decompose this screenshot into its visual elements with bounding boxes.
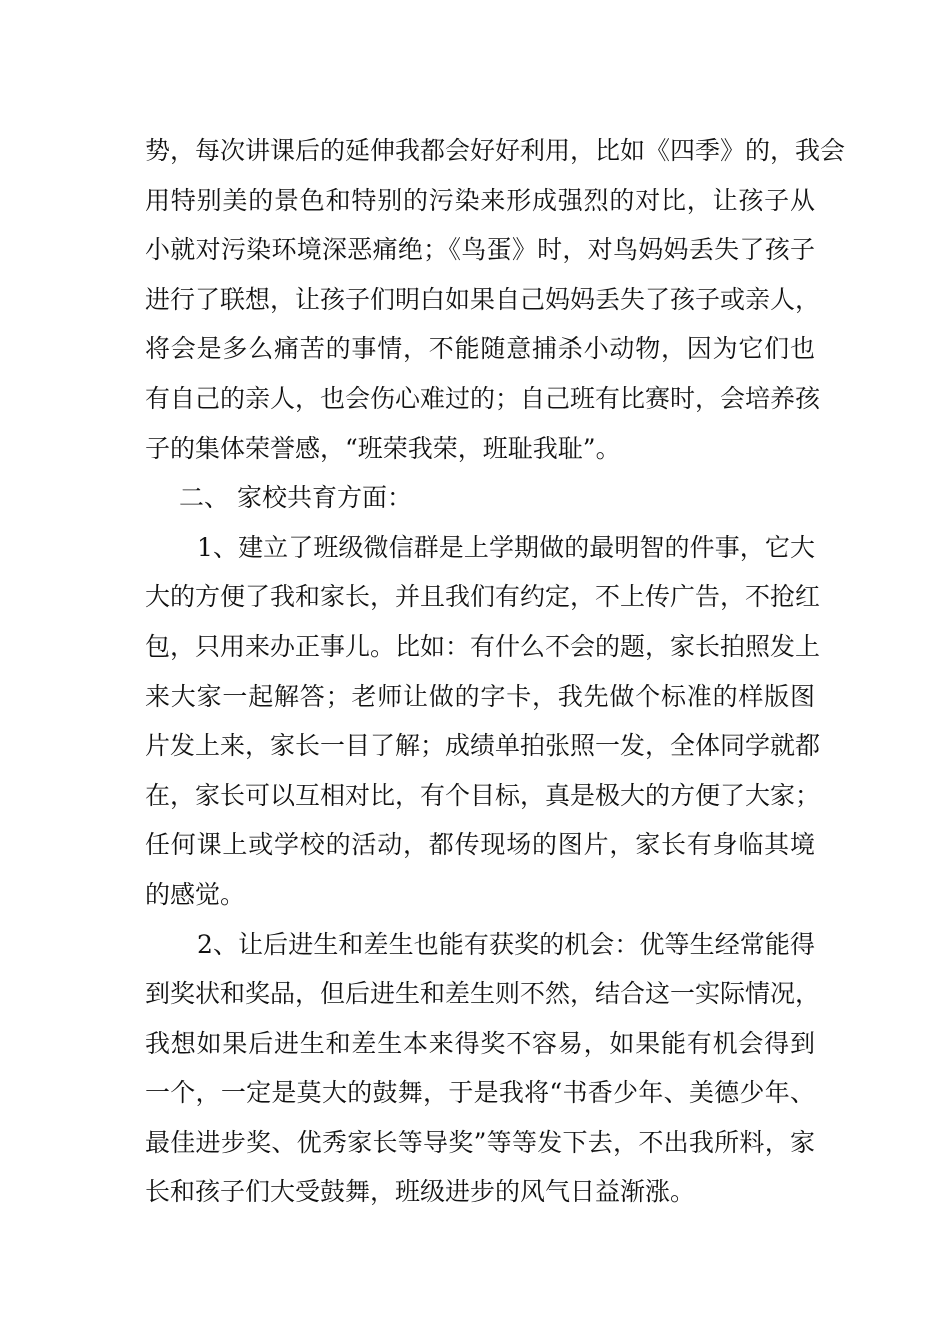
text-line: 任何课上或学校的活动，都传现场的图片，家长有身临其境 (145, 830, 815, 860)
text-line: 在，家长可以互相对比，有个目标，真是极大的方便了大家； (145, 780, 821, 810)
text-line: 势，每次讲课后的延伸我都会好好利用，比如《四季》的，我会 (145, 136, 846, 165)
text-line: 的感觉。 (145, 879, 246, 909)
text-line: 大的方便了我和家长，并且我们有约定，不上传广告，不抢红 (145, 582, 821, 612)
text-line: 进行了联想，让孩子们明白如果自己妈妈丢失了孩子或亲人， (145, 284, 821, 314)
text-line: 2、让后进生和差生也能有获奖的机会：优等生经常能得 (197, 929, 815, 959)
text-line: 我想如果后进生和差生本来得奖不容易，如果能有机会得到 (145, 1028, 815, 1058)
text-line: 1、建立了班级微信群是上学期做的最明智的件事，它大 (197, 532, 815, 562)
text-line: 最佳进步奖、优秀家长等导奖”等等发下去，不出我所料，家 (145, 1127, 815, 1157)
text-line: 用特别美的景色和特别的污染来形成强烈的对比，让孩子从 (145, 185, 815, 215)
text-line: 小就对污染环境深恶痛绝；《鸟蛋》时，对鸟妈妈丢失了孩子 (145, 235, 815, 265)
text-line: 有自己的亲人，也会伤心难过的；自己班有比赛时，会培养孩 (145, 383, 821, 413)
text-line: 一个，一定是莫大的鼓舞，于是我将“书香少年、美德少年、 (145, 1078, 815, 1108)
text-line: 将会是多么痛苦的事情，不能随意捕杀小动物，因为它们也 (145, 334, 815, 364)
section-heading: 二、 家校共育方面： (179, 483, 412, 513)
text-line: 来大家一起解答；老师让做的字卡，我先做个标准的样版图 (145, 681, 815, 711)
text-line: 到奖状和奖品，但后进生和差生则不然，结合这一实际情况， (145, 979, 821, 1009)
text-line: 子的集体荣誉感，“班荣我荣，班耻我耻”。 (145, 433, 621, 463)
body-text (145, 126, 846, 1217)
text-line: 包，只用来办正事儿。比如：有什么不会的题，家长拍照发上 (145, 631, 821, 661)
text-line: 长和孩子们大受鼓舞，班级进步的风气日益渐涨。 (145, 1177, 696, 1207)
text-line: 片发上来，家长一目了解；成绩单拍张照一发，全体同学就都 (145, 731, 821, 761)
